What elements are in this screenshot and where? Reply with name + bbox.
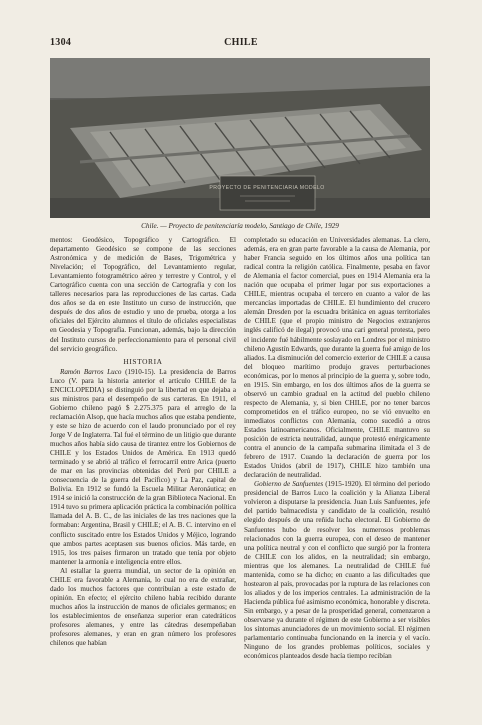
subsection-lead-barros-luco: Ramón Barros Luco xyxy=(60,367,122,376)
aerial-view-illustration xyxy=(50,58,430,218)
running-header xyxy=(50,37,432,49)
right-paragraph-1: completado su educación en Universidades alemanas. La clero, además, era en gran parte favorable a la causa de Alemania, por haber Francia seguido en los últimos años una política tan radical contra la religión católica. Finalmente, pesaba en favor de Alemania el factor comercial, pues en 1914 Alemania era la nación que ocupaba el primer lugar por sus exportaciones a CHILE, mientras ocupaba el tercero en cuanto a valor de las mercancías importadas de CHILE. El hundimiento del crucero alemán Dresden por la escuadra británica en aguas territoriales de CHILE (que el propio ministro de Negocios extranjeros inglés calificó de ilegal) provocó una cari general protesta, pero el incidente fué hábilmente soslayado en Londres por el ministro chileno Agustín Edwards, que durante la guerra fué amigo de los aliados. La disminución del comercio exterior de CHILE a causa del bloqueo marítimo produjo graves perturbaciones económicas, por lo menos al principio de la guerra y, sobre todo, en 1915. Sin embargo, en los dos últimos años de la guerra se observó un cambio gradual en la actitud del pueblo chileno respecto de Alemania, y, si bien CHILE, por no tener barcos comprometidos en el tráfico europeo, no se vió envuelto en inmediatos conflictos con Alemania, como sucedió a otros Estados latinoamericanos. Oficialmente, CHILE mantuvo su posición de estricta neutralidad, aunque protestó enérgicamente contra el anuncio de la campaña submarina ilimitada el 3 de febrero de 1917. Cuando la declaración de guerra por los Estados Unidos (abril de 1917), CHILE hizo también una declaración de neutralidad. xyxy=(244,236,430,480)
photo-sign-text: PROYECTO DE PENITENCIARIA MODELO xyxy=(209,185,325,191)
page-number: 1304 xyxy=(50,37,72,48)
subsection-lead-sanfuentes: Gobierno de Sanfuentes xyxy=(254,480,324,489)
left-paragraph-1: mentos: Geodésico, Topográfico y Cartográfico. El departamento Geodésico se compone de las secciones Astronómica y de medición de Bases, Trigométrica y Nivelación; el Topográfico, del Levantamiento regular, Levantamiento fotogramétrico aéreo y terrestre y Control, y el Cartográfico cuenta con una sección de Cartografía y con los talleres necesarios para las reproducciones de las cartas. Cada dos años se da en este Instituto un curso de instrucción, que después de dos años de estudio y uno de prueba, otorga a los oficiales del Ejército alumnos el título de oficiales especialistas en Geodesia y Topografía. Funcionan, además, bajo la dirección del Instituto cursos de perfeccionamiento para el personal civil del servicio geográfico. xyxy=(50,236,236,353)
section-heading-historia: HISTORIA xyxy=(123,356,163,366)
left-paragraph-2: Ramón Barros Luco (1910-15). La presidencia de Barros Luco (V. para la historia anterior el artículo CHILE de la ENCICLOPEDIA) se distinguió por la libertad en que dejaba a sus ministros para el desempeño de sus carteras. En 1911, el Gobierno chileno pagó $ 2.275.375 para el arreglo de la reclamación Alsop, que hacía muchos años que estaba pendiente, y este se hizo de acuerdo con el laudo pronunciado por el rey Jorge V de Inglaterra. Tal fué el término de un litigio que durante muchos años había sido causa de tirantez entre los Gobiernos de CHILE y los Estados Unidos de América. En 1913 quedó terminado y se abrió al tráfico el ferrocarril entre Arica (puerto de mar en las provincias obtenidas del Perú por CHILE a consecuencia de la guerra del Pacífico) y La Paz, capital de Bolivia. En 1912 se fundó la Escuela Militar Aeronáutica; en 1914 se inició la construcción de la gran Biblioteca Nacional. En 1914 tuvo su primera aplicación práctica la combinación política llamada del A. B. C., de las iniciales de las tres naciones que la formaban: Argentina, Brasil y CHILE; el A. B. C. intervino en el conflicto suscitado entre los Estados Unidos y Méjico, logrando que ambos partes aceptasen sus buenos oficios. Más tarde, en 1915, los tres países firmaron un tratado que tenía por objeto mantener la armonía e inteligencia entre ellos. xyxy=(50,367,236,566)
penitentiary-photo xyxy=(50,58,430,218)
right-paragraph-2: Gobierno de Sanfuentes (1915-1920). El término del periodo presidencial de Barros Luco la coalición y la Alianza Liberal volvieron a disputarse la presidencia. Juan Luis Sanfuentes, jefe del partido balmacedista y candidato de la coalición, resultó elegido después de una reñida lucha electoral. El Gobierno de Sanfuentes hubo de resolver los numerosos problemas relacionados con la guerra europea, con el deseo de mantener una política neutral y con el conflicto que surgió por la frontera de CHILE con los alidos, en la neutralidad; sin embargo, mientras que los alemanes. La neutralidad de CHILE fué mantenida, como se ha dicho; en cuanto a las dificultades que hostearon al país, provocadas por la ruptura de las relaciones con los aliados y de los imperios centrales. La administración de la Hacienda pública fué asimismo económica, honorable y discreta. Sin embargo, y a pesar de la prosperidad general, comenzaron a observarse ya durante el régimen de este Gobierno a ser visibles los síntomas anunciadores de un movimiento social. El régimen parlamentario continuaba funcionando en la inercia y el vacío. Ninguno de los grandes problemas políticos, sociales y económicos planteados desde hacía tiempo recibían xyxy=(244,480,430,661)
left-paragraph-3: Al estallar la guerra mundial, un sector de la opinión en CHILE era favorable a Alemania, lo cual no era de extrañar, dado los muchos factores que contribuían a este estado de opinión. En efecto; el ejército chileno había recibido durante muchos años la instrucción de manos de oficiales germanos; en los establecimientos de enseñanza superior eran catedráticos profesores alemanes, y entre las cátedras desempeñaban profesores alemanes, y eran en gran número los profesores chilenos que habían xyxy=(50,566,236,648)
right-column xyxy=(244,236,430,661)
left-column xyxy=(50,236,236,648)
running-title: CHILE xyxy=(224,37,258,48)
figure-caption: Chile. — Proyecto de penitenciaría modelo, Santiago de Chile, 1929 xyxy=(141,222,339,230)
